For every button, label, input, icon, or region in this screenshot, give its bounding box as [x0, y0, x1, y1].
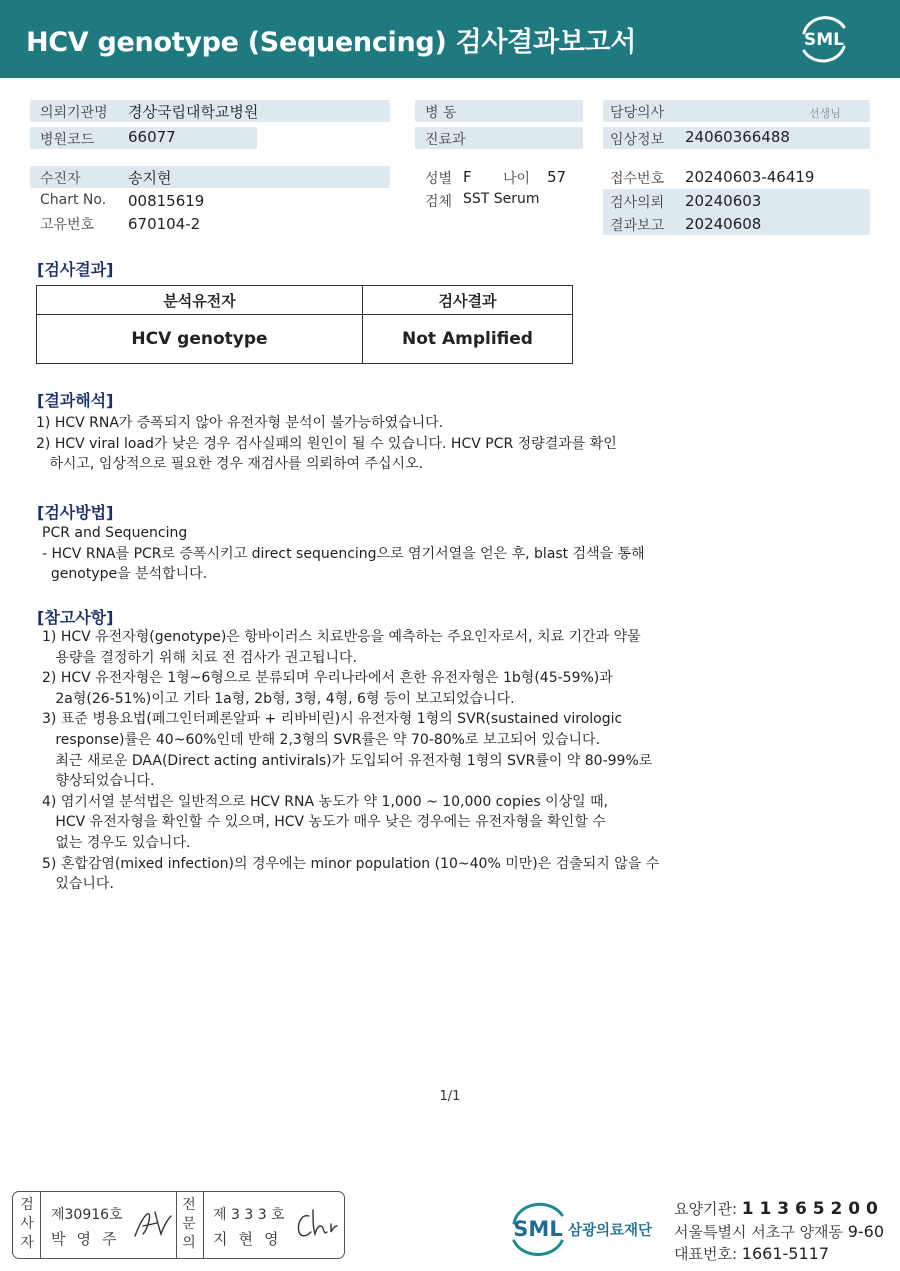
footer-code-value: 1 1 3 6 5 2 0 0	[741, 1199, 878, 1219]
inspector-label	[17, 1196, 37, 1253]
interpretation-block	[36, 413, 617, 475]
reference-line: 있습니다.	[42, 876, 114, 893]
divider	[40, 1192, 41, 1258]
references-block	[42, 627, 659, 895]
age-label: 나이	[503, 171, 531, 187]
footer-code	[674, 1198, 878, 1219]
sml-logo-icon	[796, 13, 852, 65]
report-date-label: 결과보고	[610, 218, 665, 234]
ward-label: 병 동	[425, 105, 457, 121]
specialist-label-char: 문	[182, 1216, 196, 1232]
reference-line: 4) 염기서열 분석법은 일반적으로 HCV RNA 농도가 약 1,000 ~ 10,000 copies 이상일 때,	[42, 793, 609, 810]
footer-phone-value: 1661-5117	[741, 1244, 830, 1263]
gene-column-header: 분석유전자	[37, 286, 363, 315]
reference-line: 1) HCV 유전자형(genotype)은 항바이러스 치료반응을 예측하는 주요인자로서, 치료 기간과 약물	[42, 629, 641, 645]
inspector-label-char: 검	[20, 1197, 34, 1213]
hospital-code-value: 66077	[128, 128, 176, 146]
reference-line: 최근 새로운 DAA(Direct acting antivirals)가 도입되어 유전자형 1형의 SVR률이 약 80-99%로	[42, 752, 653, 769]
clinical-info-value: 24060366488	[685, 128, 790, 146]
specialist-number: 제 3 3 3 호	[213, 1207, 285, 1223]
age-value: 57	[547, 168, 567, 186]
request-value: 20240603	[685, 192, 762, 210]
results-section-title: [검사결과]	[37, 260, 114, 279]
reference-line: 5) 혼합감염(mixed infection)의 경우에는 minor population (10~40% 미만)은 검출되지 않을 수	[42, 855, 660, 872]
unique-label: 고유번호	[40, 217, 95, 233]
method-section-title: [검사방법]	[37, 503, 114, 522]
hospital-code-label: 병원코드	[40, 132, 95, 148]
report-header	[0, 0, 900, 78]
examinee-value: 송지현	[128, 169, 172, 187]
specialist-signature-icon	[293, 1206, 339, 1242]
specimen-label: 검체	[425, 194, 453, 210]
method-line: genotype을 분석합니다.	[42, 566, 208, 583]
inspector-number: 제30916호	[51, 1207, 123, 1223]
divider	[176, 1192, 177, 1258]
chart-label: Chart No.	[40, 192, 107, 208]
footer-org-name: 삼광의료재단	[568, 1223, 653, 1239]
doctor-suffix: 선생님	[809, 107, 841, 120]
unique-value: 670104-2	[128, 215, 201, 233]
specimen-value: SST Serum	[463, 191, 540, 207]
examinee-bar	[30, 166, 390, 188]
reference-line: 용량을 결정하기 위해 치료 전 검사가 권고됩니다.	[42, 649, 357, 666]
doctor-label: 담당의사	[610, 105, 665, 121]
results-data-row	[37, 315, 573, 364]
inspector-name: 박영주	[51, 1230, 128, 1248]
interpretation-section-title: [결과해석]	[37, 391, 114, 410]
reference-line: 향상되었습니다.	[42, 773, 155, 790]
footer-address-number: 9-60	[847, 1222, 885, 1241]
gene-cell: HCV genotype	[37, 315, 363, 364]
interpretation-line: 2) HCV viral load가 낮은 경우 검사실패의 원인이 될 수 있습니다. HCV PCR 정량결과를 확인	[36, 435, 617, 452]
receipt-label: 접수번호	[610, 171, 665, 187]
sml-footer-logo-icon	[510, 1201, 670, 1257]
results-header-row	[37, 286, 573, 315]
specialist-name: 지현영	[213, 1230, 290, 1248]
reference-line: response)률은 40~60%인데 반해 2,3형의 SVR률은 약 70-80%로 보고되어 있습니다.	[42, 731, 601, 748]
reference-line: HCV 유전자형을 확인할 수 있으며, HCV 농도가 매우 낮은 경우에는 유전자형을 확인할 수	[42, 814, 606, 831]
footer-code-label: 요양기관:	[674, 1200, 742, 1218]
sex-label: 성별	[425, 171, 453, 187]
reference-line: 2a형(26-51%)이고 기타 1a형, 2b형, 3형, 4형, 6형 등이 보고되었습니다.	[42, 690, 515, 707]
result-column-header: 검사결과	[363, 286, 573, 315]
footer-phone-label: 대표번호:	[674, 1245, 742, 1263]
footer-address-label: 서울특별시 서초구 양재동	[674, 1223, 848, 1241]
footer-logo-text: SML	[513, 1217, 563, 1241]
dept-label: 진료과	[425, 132, 466, 148]
inspector-label-char: 자	[20, 1235, 34, 1251]
interpretation-line: 하시고, 임상적으로 필요한 경우 재검사를 의뢰하여 주십시오.	[36, 456, 424, 473]
page-number: 1/1	[439, 1089, 461, 1104]
sex-value: F	[463, 168, 472, 186]
result-cell: Not Amplified	[363, 315, 573, 364]
report-date-value: 20240608	[685, 215, 762, 233]
header-logo-text: SML	[804, 30, 844, 50]
footer-address	[674, 1221, 884, 1242]
footer-phone	[674, 1243, 829, 1264]
request-label: 검사의뢰	[610, 195, 665, 211]
signature-box	[12, 1191, 345, 1259]
specialist-label	[179, 1196, 199, 1253]
specialist-label-char: 의	[182, 1235, 196, 1251]
reference-line: 2) HCV 유전자형은 1형~6형으로 분류되며 우리나라에서 흔한 유전자형은 1b형(45-59%)과	[42, 670, 613, 687]
examinee-label: 수진자	[40, 171, 81, 187]
clinical-info-label: 임상정보	[610, 132, 665, 148]
chart-value: 00815619	[128, 192, 205, 210]
reference-line: 없는 경우도 있습니다.	[42, 834, 191, 851]
method-line: - HCV RNA를 PCR로 증폭시키고 direct sequencing으로 염기서열을 얻은 후, blast 검색을 통해	[42, 545, 645, 562]
interpretation-line: 1) HCV RNA가 증폭되지 않아 유전자형 분석이 불가능하였습니다.	[36, 415, 444, 431]
reference-line: 3) 표준 병용요법(페그인터페론알파 + 리바비린)시 유전자형 1형의 SVR(sustained virologic	[42, 711, 623, 728]
references-section-title: [참고사항]	[37, 608, 114, 627]
inspector-label-char: 사	[20, 1216, 34, 1232]
inspector-signature-icon	[131, 1206, 173, 1242]
institution-label: 의뢰기관명	[40, 105, 108, 121]
specialist-label-char: 전	[182, 1197, 196, 1213]
results-table	[36, 285, 573, 364]
divider	[203, 1192, 204, 1258]
report-title: HCV genotype (Sequencing) 검사결과보고서	[26, 27, 637, 58]
institution-value: 경상국립대학교병원	[128, 103, 259, 121]
receipt-value: 20240603-46419	[685, 168, 815, 186]
method-block	[42, 523, 645, 585]
method-line: PCR and Sequencing	[42, 525, 188, 541]
